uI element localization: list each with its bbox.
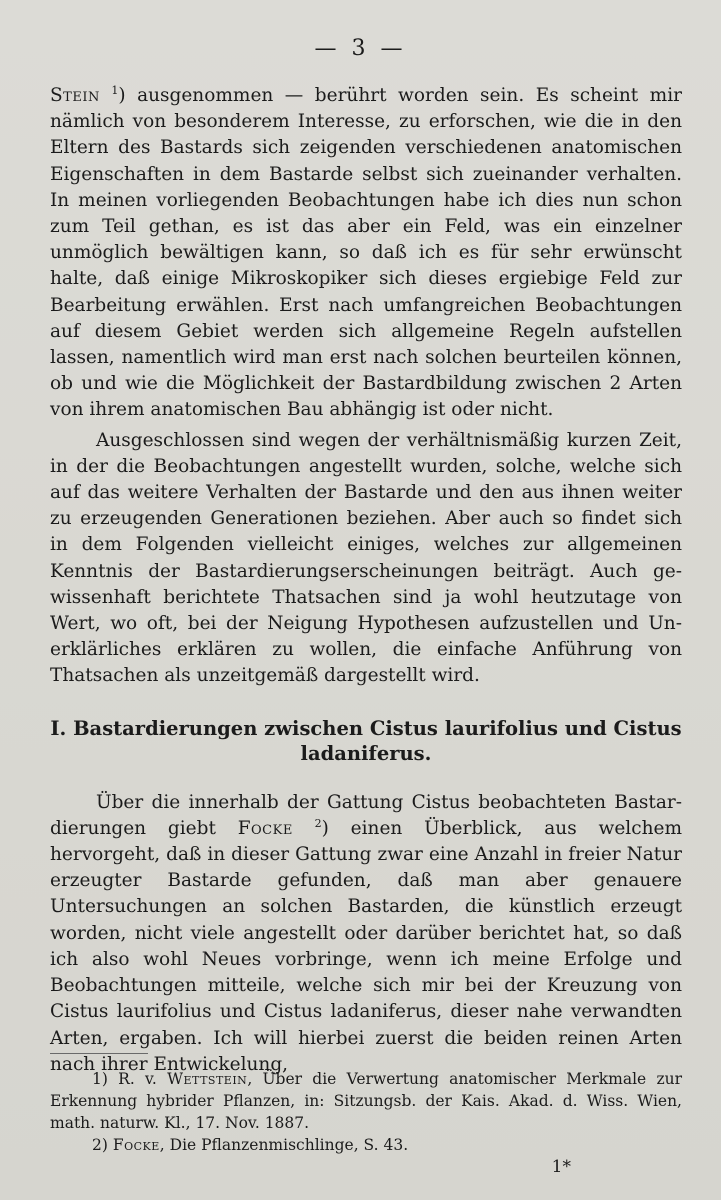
author-name: Wettstein: [167, 1070, 248, 1088]
footnote-text: , Die Pflanzenmischlinge, S. 43.: [159, 1136, 409, 1154]
footnote-ref[interactable]: 2: [314, 816, 322, 830]
signature-mark: 1*: [551, 1157, 571, 1177]
author-name: Stein: [50, 85, 100, 106]
footnotes: [50, 1068, 682, 1156]
footnote-marker: 1): [92, 1070, 119, 1088]
footnote-marker: 2): [92, 1136, 113, 1154]
author-name: Focke: [237, 817, 293, 839]
main-text: [50, 83, 682, 1078]
footnote-divider: [50, 1053, 148, 1054]
paragraph-text: ) ausgenommen — berührt worden sein. Es scheint mir nämlich von besonderem Interesse, zu erforschen, wie die in den Eltern des Bastards sich zeigenden verschiedenen anatomischen Eigenschaften in dem Bastarde selbst sich zueinander verhalten. In meinen vorliegenden Beobachtungen habe ich dies nun schon zum Teil gethan, es ist das aber ein Feld, was ein einzelner unmöglich bewältigen kann, so daß ich es für sehr erwünscht halte, daß einige Mikroskopiker sich dieses ergiebige Feld zur Bearbeitung erwählen. Erst nach umfangreichen Beobachtungen auf diesem Gebiet werden sich allgemeine Regeln aufstellen lassen, namentlich wird man erst nach solchen beurteilen können, ob und wie die Möglichkeit der Bastardbildung zwischen 2 Arten von ihrem anatomischen Bau abhängig ist oder nicht.: [50, 85, 682, 421]
section-heading: I. Bastardierungen zwischen Cistus laurifolius und Cistus ladaniferus.: [50, 716, 682, 765]
paragraph-3: [50, 790, 682, 1078]
paragraph-text: Über die innerhalb der Gattung Cistus beobachteten Bastardierungen giebt: [50, 791, 682, 839]
footnote-prefix: R. v.: [118, 1070, 168, 1088]
footnote-2: [50, 1134, 682, 1156]
paragraph-text: ) einen Überblick, aus welchem hervorgeht, daß in dieser Gattung zwar eine Anzahl in freier Natur erzeugter Bastarde gefunden, daß man aber genauere Untersuchungen an solchen Bastarden, die künstlich erzeugt worden, nicht viele angestellt oder darüber berichtet hat, so daß ich also wohl Neues vorbringe, wenn ich meine Erfolge und Beobachtungen mitteile, welche sich mir bei der Kreuzung von Cistus laurifolius und Cistus ladaniferus, dieser nahe verwandten Arten, ergaben. Ich will hierbei zuerst die beiden reinen Arten nach ihrer Entwickelung,: [50, 817, 682, 1075]
footnote-text: , Über die Verwertung anatomischer Merkmale zur Erkennung hybrider Pflanzen, in: Sitzungsb. der Kais. Akad. d. Wiss. Wien, math. naturw. Kl., 17. Nov. 1887.: [50, 1070, 682, 1132]
footnote-ref[interactable]: 1: [111, 84, 119, 97]
author-name: Focke: [112, 1136, 160, 1154]
paragraph-1: [50, 83, 682, 424]
page-number: — 3 —: [314, 36, 407, 61]
footnote-1: [50, 1068, 682, 1134]
paragraph-2: Ausgeschlossen sind wegen der verhältnismäßig kurzen Zeit, in der die Beobachtungen angestellt wurden, solche, welche sich auf das weitere Verhalten der Bastarde und den aus ihnen weiter zu erzeugenden Generationen beziehen. Aber auch so findet sich in dem Folgenden vielleicht einiges, welches zur allgemeinen Kenntnis der Bastardierungserscheinungen beiträgt. Auch gewissenhaft berichtete Thatsachen sind ja wohl heutzutage von Wert, wo oft, bei der Neigung Hypothesen aufzustellen und Unerklärliches erklären zu wollen, die einfache Anführung von Thatsachen als unzeitgemäß dargestellt wird.: [50, 429, 682, 687]
